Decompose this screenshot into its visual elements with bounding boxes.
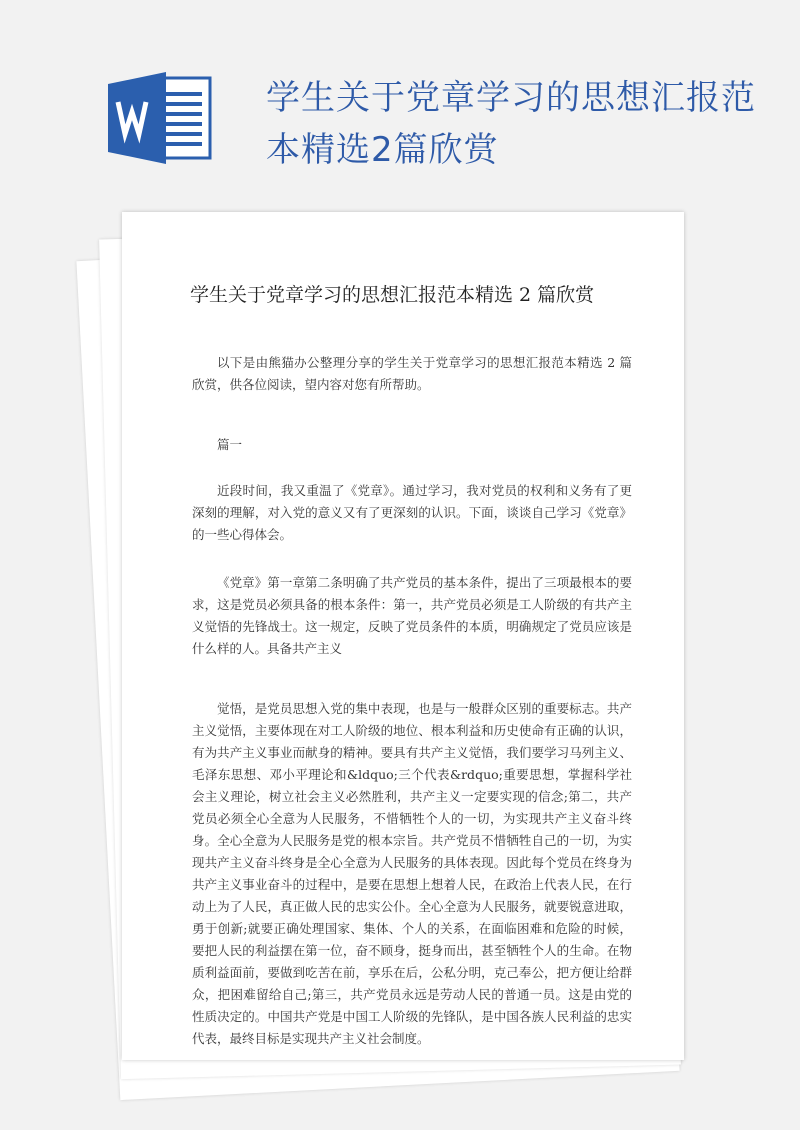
document-title: 学生关于党章学习的思想汇报范本精选 2 篇欣赏 [190, 284, 595, 306]
document-body [192, 352, 632, 1050]
word-document-icon [108, 72, 212, 164]
page-title: 学生关于党章学习的思想汇报范本精选2篇欣赏 [266, 78, 756, 170]
body-paragraph: 觉悟，是党员思想入党的集中表现，也是与一般群众区别的重要标志。共产主义觉悟，主要体现在对工人阶级的地位、根本利益和历史使命有正确的认识，有为共产主义事业而献身的精神。要具有共产主义觉悟，我们要学习马列主义、毛泽东思想、邓小平理论和&ldquo;三个代表&rdquo;重要思想，掌握科学社会主义理论，树立社会主义必然胜利，共产主义一定要实现的信念;第二，共产党员必须全心全意为人民服务，不惜牺牲个人的一切，为实现共产主义奋斗终身。全心全意为人民服务是党的根本宗旨。共产党员不惜牺牲自己的一切，为实现共产主义奋斗终身是全心全意为人民服务的具体表现。因此每个党员在终身为共产主义事业奋斗的过程中，是要在思想上想着人民，在政治上代表人民，在行动上为了人民，真正做人民的忠实公仆。全心全意为人民服务，就要锐意进取，勇于创新;就要正确处理国家、集体、个人的关系，在面临困难和危险的时候，要把人民的利益摆在第一位，奋不顾身，挺身而出，甚至牺牲个人的生命。在物质利益面前，要做到吃苦在前，享乐在后，公私分明，克己奉公，把方便让给群众，把困难留给自己;第三，共产党员永远是劳动人民的普通一员。这是由党的性质决定的。中国共产党是中国工人阶级的先锋队，是中国各族人民利益的忠实代表，最终目标是实现共产主义社会制度。 [192, 701, 632, 1046]
document-page [122, 212, 684, 1060]
body-paragraph: 近段时间，我又重温了《党章》。通过学习，我对党员的权利和义务有了更深刻的理解，对入党的意义又有了更深刻的认识。下面，谈谈自己学习《党章》的一些心得体会。 [192, 483, 632, 542]
intro-paragraph: 以下是由熊猫办公整理分享的学生关于党章学习的思想汇报范本精选 2 篇欣赏，供各位阅读，望内容对您有所帮助。 [192, 355, 632, 392]
body-paragraph: 《党章》第一章第二条明确了共产党员的基本条件，提出了三项最根本的要求，这是党员必须具备的根本条件：第一，共产党员必须是工人阶级的有共产主义觉悟的先锋战士。这一规定，反映了党员条件的本质，明确规定了党员应该是什么样的人。具备共产主义 [192, 575, 632, 656]
section-label: 篇一 [217, 437, 243, 452]
